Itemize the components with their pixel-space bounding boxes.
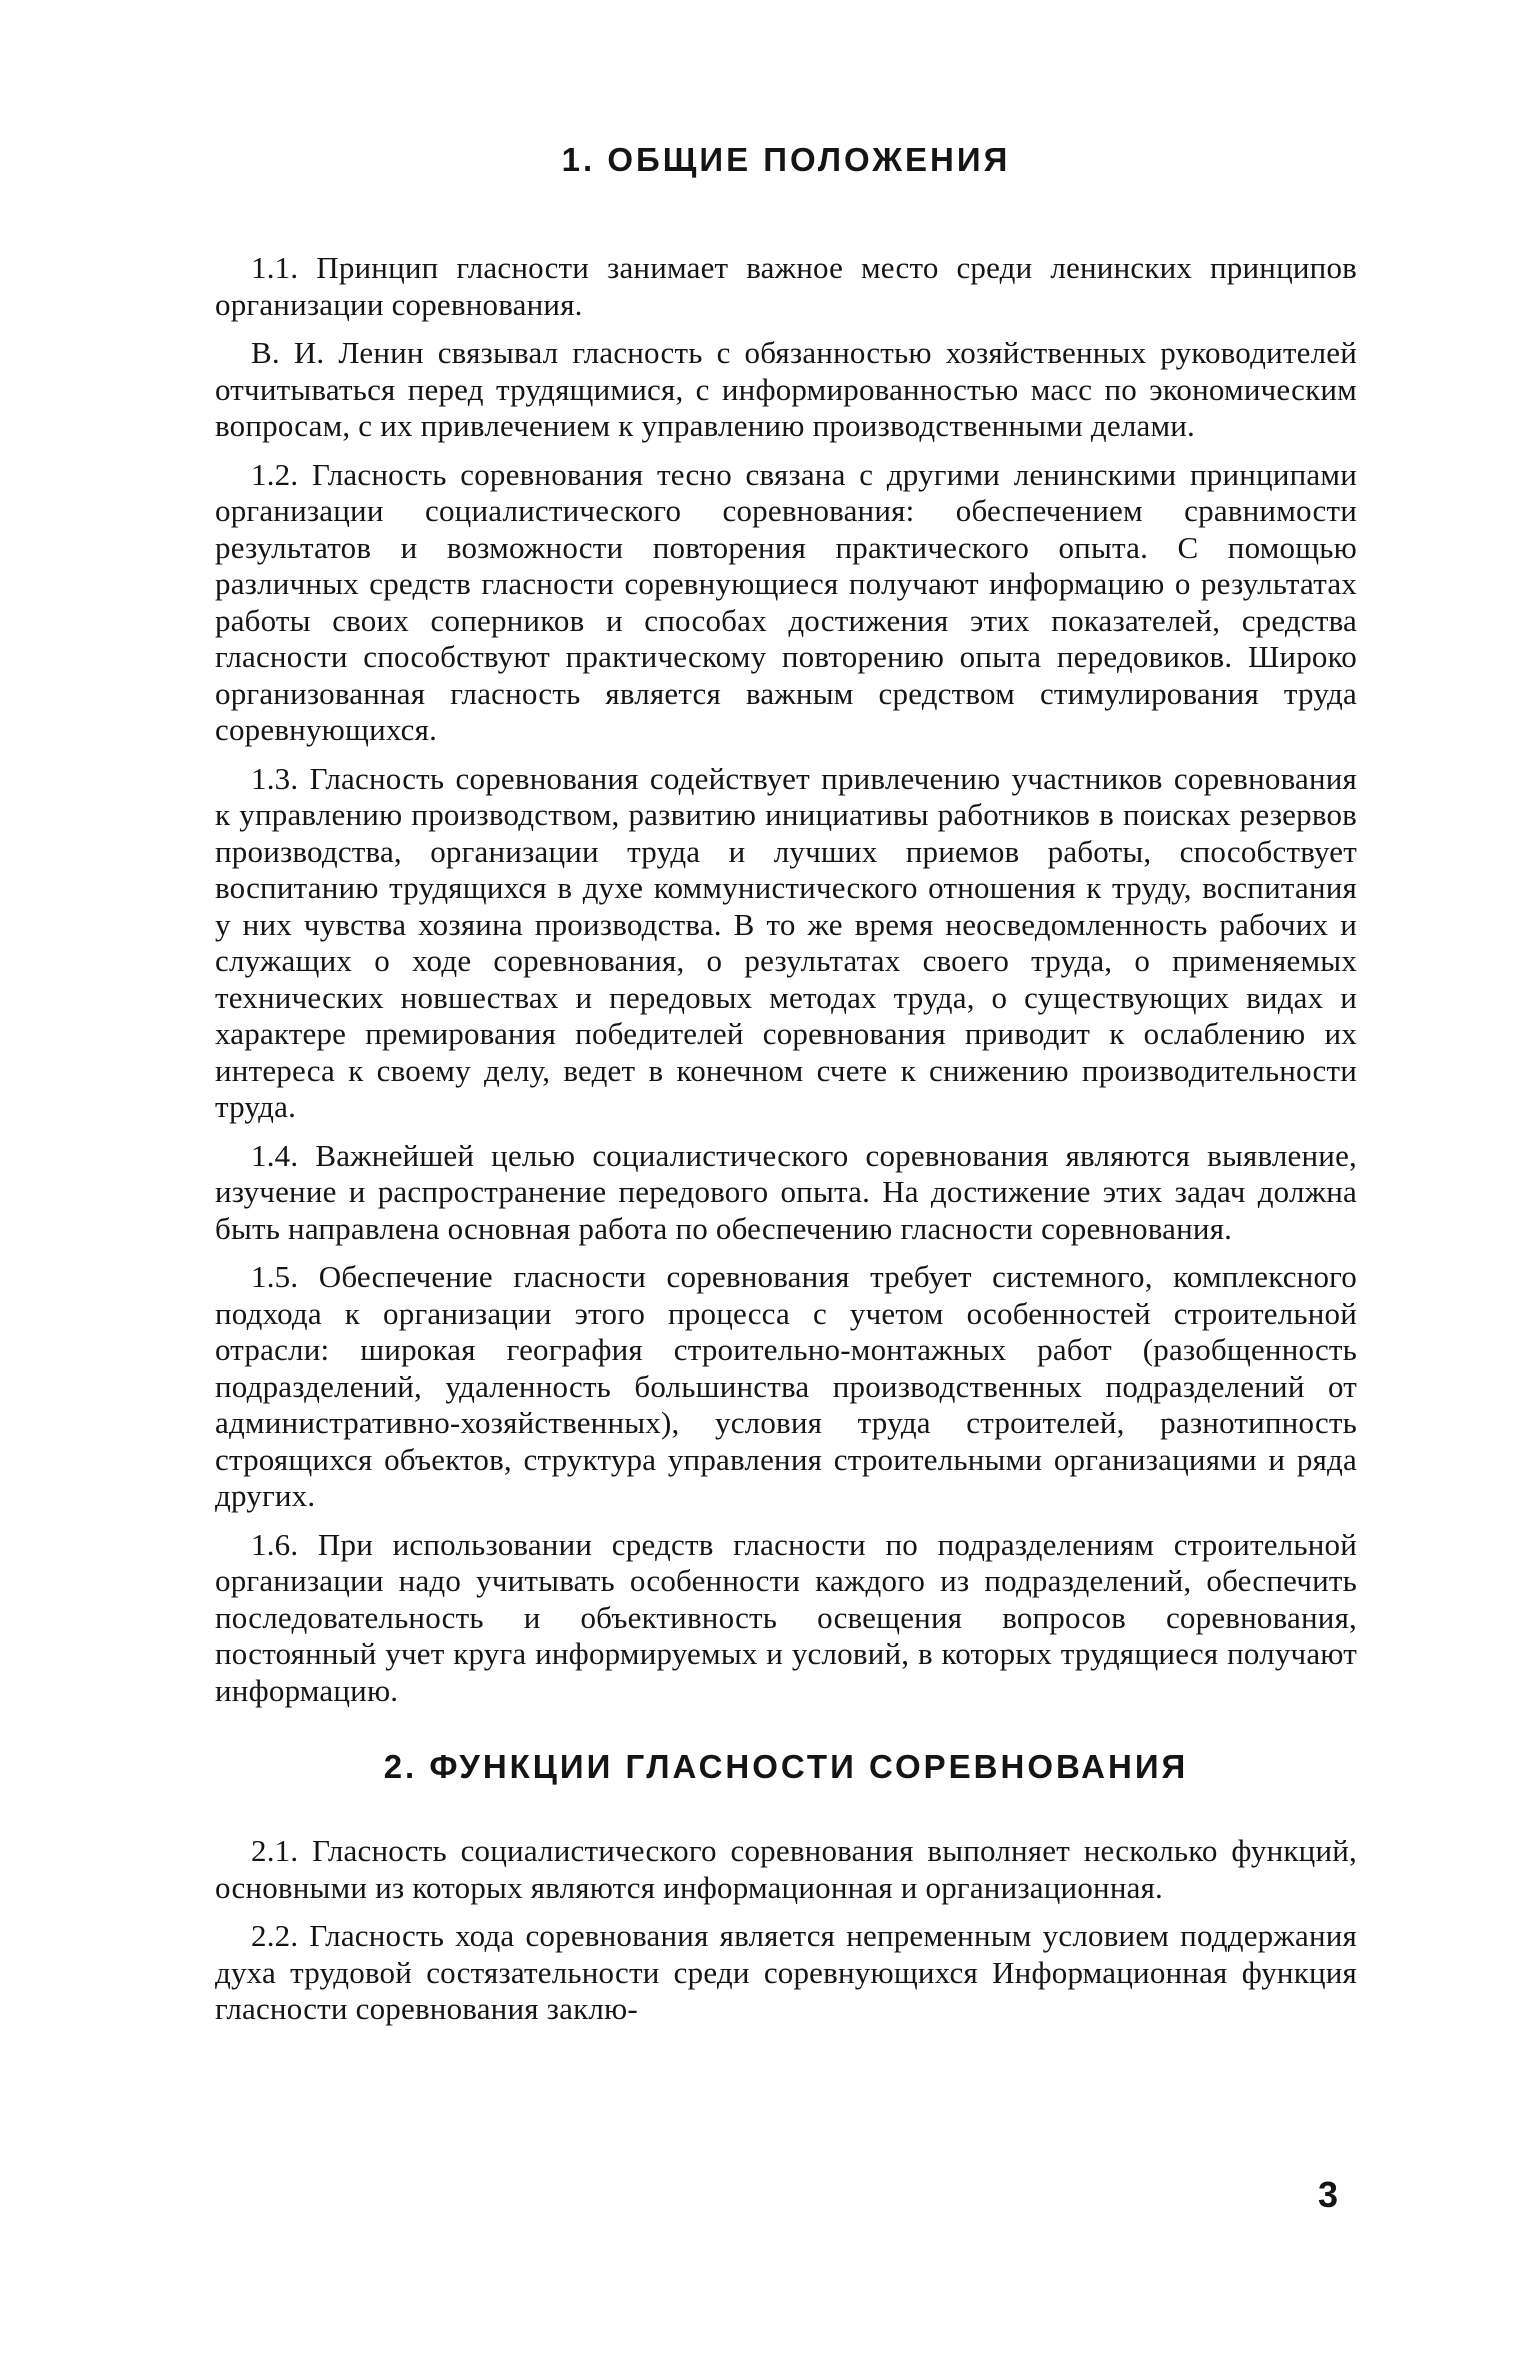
section-heading-functions: 2. ФУНКЦИИ ГЛАСНОСТИ СОРЕВНОВАНИЯ: [383, 1748, 1189, 1785]
paragraph-2-1: 2.1. Гласность социалистического соревнования выполняет несколько функций, основными из которых являются информационная и организационная.: [215, 1833, 1357, 1905]
paragraph-lenin: В. И. Ленин связывал гласность с обязанностью хозяйственных руководителей отчитываться перед трудящимися, с информированностью масс по экономическим вопросам, с их привлечением к управлению производственными делами.: [215, 335, 1357, 443]
text-column: [215, 140, 1357, 2040]
paragraph-1-1: 1.1. Принцип гласности занимает важное место среди ленинских принципов организации соревнования.: [215, 250, 1357, 322]
paragraph-1-3: 1.3. Гласность соревнования содействует привлечению участников соревнования к управлению производством, развитию инициативы работников в поисках резервов производства, организации труда и лучших приемов работы, способствует воспитанию трудящихся в духе коммунистического отношения к труду, воспитания у них чувства хозяина производства. В то же время неосведомленность рабочих и служащих о ходе соревнования, о результатах своего труда, о применяемых технических новшествах и передовых методах труда, о существующих видах и характере премирования победителей соревнования приводит к ослаблению их интереса к своему делу, ведет в конечном счете к снижению производительности труда.: [215, 760, 1357, 1124]
page-number: 3: [1318, 2174, 1339, 2215]
paragraph-1-4: 1.4. Важнейшей целью социалистического соревнования являются выявление, изучение и распространение передового опыта. На достижение этих задач должна быть направлена основная работа по обеспечению гласности соревнования.: [215, 1137, 1357, 1246]
section-heading-general-provisions: 1. ОБЩИЕ ПОЛОЖЕНИЯ: [561, 141, 1011, 178]
paragraph-1-5: 1.5. Обеспечение гласности соревнования требует системного, комплексного подхода к организации этого процесса с учетом особенностей строительной отрасли: широкая география строительно-монтажных работ (разобщенность подразделений, удаленность большинства производственных подразделений от административно-хозяйственных), условия труда строителей, разнотипность строящихся объектов, структура управления строительными организациями и ряда других.: [215, 1259, 1357, 1513]
paragraph-1-2: 1.2. Гласность соревнования тесно связана с другими ленинскими принципами организации социалистического соревнования: обеспечением сравнимости результатов и возможности повторения практического опыта. С помощью различных средств гласности соревнующиеся получают информацию о результатах работы своих соперников и способах достижения этих показателей, средства гласности способствуют практическому повторению опыта передовиков. Широко организованная гласность является важным средством стимулирования труда соревнующихся.: [215, 456, 1357, 747]
paragraph-1-6: 1.6. При использовании средств гласности по подразделениям строительной организации надо учитывать особенности каждого из подразделений, обеспечить последовательность и объективность освещения вопросов соревнования, постоянный учет круга информируемых и условий, в которых трудящиеся получают информацию.: [215, 1526, 1357, 1708]
paragraph-2-2: 2.2. Гласность хода соревнования является непременным условием поддержания духа трудовой состязательности среди соревнующихся Информационная функция гласности соревнования заклю-: [215, 1918, 1357, 2026]
